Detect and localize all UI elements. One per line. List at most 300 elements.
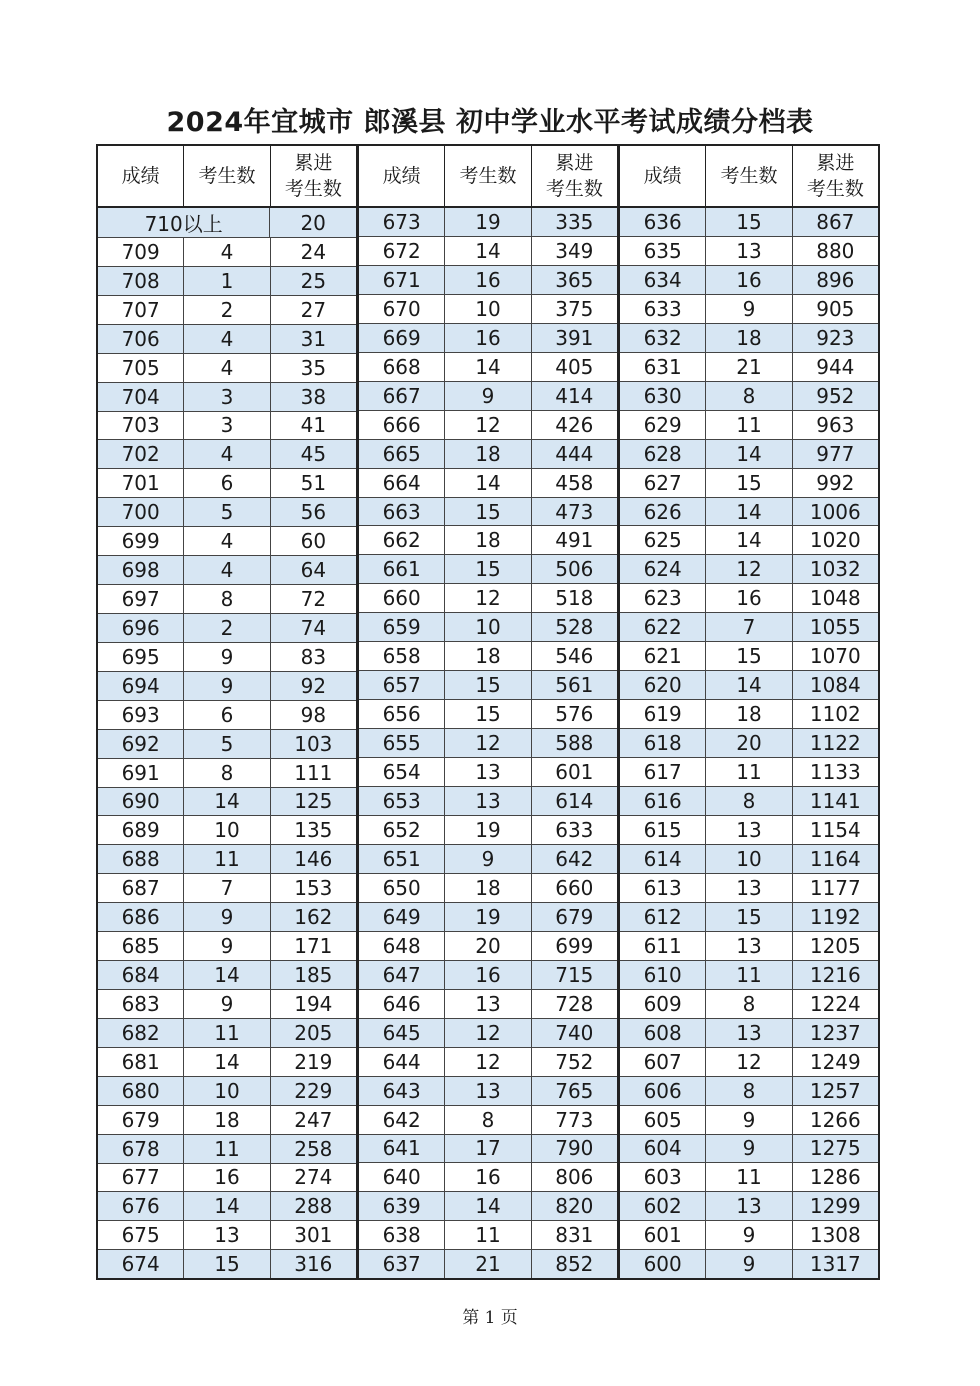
cell-score: 689 [121, 818, 160, 843]
table-row [620, 266, 878, 295]
header-score: 成绩 [382, 165, 421, 187]
cell-score: 608 [643, 1020, 682, 1045]
table-row [620, 787, 878, 816]
cell-cumulative: 905 [792, 295, 878, 323]
cell-count: 4 [183, 354, 269, 382]
cell-cumulative: 1266 [792, 1106, 878, 1134]
cell-count: 20 [444, 932, 530, 960]
cell-cumulative: 27 [270, 296, 356, 324]
cell-cumulative: 74 [270, 614, 356, 642]
table-row [98, 643, 356, 672]
cell-cumulative: 205 [270, 1019, 356, 1047]
cell-cumulative: 992 [792, 469, 878, 497]
cell-count: 18 [444, 874, 530, 902]
cell-score: 640 [382, 1165, 421, 1190]
table-row [620, 526, 878, 555]
table-row [620, 1077, 878, 1106]
cell-score: 638 [382, 1223, 421, 1248]
cell-count: 9 [705, 1221, 791, 1249]
table-row [98, 788, 356, 817]
cell-cumulative: 247 [270, 1106, 356, 1134]
table-row [620, 874, 878, 903]
cell-score: 682 [121, 1020, 160, 1045]
table-row [98, 238, 356, 267]
cell-score: 606 [643, 1078, 682, 1103]
header-score: 成绩 [121, 165, 160, 187]
cell-score: 661 [382, 557, 421, 582]
cell-score: 687 [121, 876, 160, 901]
cell-count: 15 [705, 208, 791, 236]
cell-count: 7 [183, 874, 269, 902]
cell-cumulative: 740 [531, 1019, 617, 1047]
table-row [620, 555, 878, 584]
cell-score: 629 [643, 412, 682, 437]
cell-cumulative: 576 [531, 700, 617, 728]
table-row [359, 1250, 617, 1278]
table-row [98, 383, 356, 412]
cell-score: 699 [121, 529, 160, 554]
cell-score: 663 [382, 499, 421, 524]
cell-count: 13 [183, 1221, 269, 1249]
cell-cumulative: 1257 [792, 1077, 878, 1105]
cell-count: 9 [183, 932, 269, 960]
table-row [359, 903, 617, 932]
cell-count: 9 [444, 845, 530, 873]
table-row [620, 1019, 878, 1048]
cell-count: 11 [705, 411, 791, 439]
table-row [359, 237, 617, 266]
table-row [359, 932, 617, 961]
cell-cumulative: 473 [531, 498, 617, 526]
cell-score: 706 [121, 326, 160, 351]
cell-cumulative: 162 [270, 903, 356, 931]
table-rows [359, 208, 617, 1278]
cell-score: 603 [643, 1165, 682, 1190]
cell-count: 8 [705, 990, 791, 1018]
cell-cumulative: 194 [270, 990, 356, 1018]
cell-count: 8 [444, 1106, 530, 1134]
table-row [620, 816, 878, 845]
page-number: 第 1 页 [462, 1308, 518, 1328]
cell-score: 692 [121, 731, 160, 756]
header-count: 考生数 [183, 146, 269, 206]
cell-count: 18 [705, 324, 791, 352]
cell-score: 688 [121, 847, 160, 872]
cell-count: 13 [705, 237, 791, 265]
cell-cumulative: 1154 [792, 816, 878, 844]
cell-cumulative: 24 [270, 238, 356, 266]
table-row [359, 874, 617, 903]
table-header [98, 146, 356, 208]
cell-count: 4 [183, 325, 269, 353]
cell-score: 615 [643, 817, 682, 842]
cell-score: 694 [121, 673, 160, 698]
cell-cumulative: 1216 [792, 961, 878, 989]
cell-cumulative: 880 [792, 237, 878, 265]
cell-count: 14 [444, 1192, 530, 1220]
table-row [620, 700, 878, 729]
table-row [359, 526, 617, 555]
table-row [359, 353, 617, 382]
cell-count: 8 [183, 585, 269, 613]
cell-count: 16 [183, 1164, 269, 1192]
cell-count: 9 [444, 382, 530, 410]
cell-score: 647 [382, 962, 421, 987]
table-row [98, 701, 356, 730]
cell-cumulative: 51 [270, 469, 356, 497]
cell-cumulative: 72 [270, 585, 356, 613]
table-row [359, 208, 617, 237]
table-row [98, 672, 356, 701]
cell-score: 666 [382, 412, 421, 437]
cell-score: 642 [382, 1107, 421, 1132]
cell-count: 8 [183, 759, 269, 787]
table-row [98, 354, 356, 383]
cell-score: 646 [382, 991, 421, 1016]
cell-count: 4 [183, 440, 269, 468]
cell-score: 631 [643, 354, 682, 379]
cell-cumulative: 103 [270, 730, 356, 758]
cell-count: 18 [705, 700, 791, 728]
cell-cumulative: 444 [531, 440, 617, 468]
cell-cumulative: 1249 [792, 1048, 878, 1076]
cell-cumulative: 1048 [792, 584, 878, 612]
table-row [620, 758, 878, 787]
cell-score: 624 [643, 557, 682, 582]
cell-score: 690 [121, 789, 160, 814]
cell-score: 655 [382, 731, 421, 756]
cell-score: 667 [382, 383, 421, 408]
cell-count: 9 [705, 1106, 791, 1134]
cell-count: 11 [183, 845, 269, 873]
cell-count: 11 [705, 961, 791, 989]
cell-count: 19 [444, 208, 530, 236]
table-row [359, 498, 617, 527]
cell-score: 657 [382, 673, 421, 698]
table-row [359, 555, 617, 584]
cell-count: 16 [444, 1163, 530, 1191]
cell-score: 633 [643, 296, 682, 321]
cell-score: 618 [643, 731, 682, 756]
cell-cumulative: 1308 [792, 1221, 878, 1249]
cell-cumulative: 773 [531, 1106, 617, 1134]
cell-count: 10 [183, 816, 269, 844]
cell-count: 14 [183, 961, 269, 989]
table-row [620, 208, 878, 237]
table-row [98, 932, 356, 961]
cell-count: 2 [183, 296, 269, 324]
table-row [359, 642, 617, 671]
cell-count: 10 [183, 1077, 269, 1105]
cell-cumulative: 506 [531, 555, 617, 583]
table-row [359, 671, 617, 700]
cell-cumulative: 135 [270, 816, 356, 844]
cell-score: 648 [382, 933, 421, 958]
cell-score: 653 [382, 789, 421, 814]
table-row [359, 729, 617, 758]
cell-score: 669 [382, 325, 421, 350]
cell-cumulative: 561 [531, 671, 617, 699]
cell-score: 626 [643, 499, 682, 524]
table-row [620, 295, 878, 324]
cell-score: 681 [121, 1049, 160, 1074]
table-rows [98, 208, 356, 1278]
cell-score: 707 [121, 297, 160, 322]
table-row [98, 556, 356, 585]
cell-count: 11 [183, 1135, 269, 1163]
table-row [98, 1135, 356, 1164]
cell-cumulative: 56 [270, 498, 356, 526]
cell-cumulative: 1055 [792, 613, 878, 641]
cell-count: 18 [183, 1106, 269, 1134]
cell-cumulative: 426 [531, 411, 617, 439]
cell-count: 14 [183, 1048, 269, 1076]
table-block-1 [98, 146, 356, 1278]
cell-count: 10 [444, 613, 530, 641]
cell-cumulative: 60 [270, 527, 356, 555]
cell-score: 623 [643, 586, 682, 611]
table-row [98, 614, 356, 643]
cell-count: 16 [444, 324, 530, 352]
table-row [620, 613, 878, 642]
cell-count: 18 [444, 440, 530, 468]
cell-cumulative: 896 [792, 266, 878, 294]
table-row [98, 267, 356, 296]
cell-score: 672 [382, 238, 421, 263]
cell-score: 622 [643, 615, 682, 640]
cell-cumulative: 146 [270, 845, 356, 873]
cell-count: 16 [444, 961, 530, 989]
cell-cumulative: 588 [531, 729, 617, 757]
table-row [359, 295, 617, 324]
cell-count: 4 [183, 238, 269, 266]
cell-score: 656 [382, 702, 421, 727]
cell-cumulative: 601 [531, 758, 617, 786]
cell-cumulative: 92 [270, 672, 356, 700]
cell-cumulative: 1133 [792, 758, 878, 786]
cell-count: 17 [444, 1135, 530, 1163]
cell-count: 4 [183, 556, 269, 584]
cell-cumulative: 1070 [792, 642, 878, 670]
cell-score: 616 [643, 789, 682, 814]
table-row [359, 382, 617, 411]
cell-count: 13 [444, 758, 530, 786]
table-row [359, 266, 617, 295]
cell-count: 13 [705, 932, 791, 960]
cell-cumulative: 1141 [792, 787, 878, 815]
cell-score: 675 [121, 1223, 160, 1248]
cell-score: 652 [382, 817, 421, 842]
cell-score: 696 [121, 615, 160, 640]
cell-score: 649 [382, 904, 421, 929]
cell-cumulative: 405 [531, 353, 617, 381]
cell-cumulative: 153 [270, 874, 356, 902]
cell-score: 664 [382, 470, 421, 495]
cell-count: 12 [444, 411, 530, 439]
cell-count: 15 [444, 555, 530, 583]
cell-cumulative: 977 [792, 440, 878, 468]
cell-score: 703 [121, 413, 160, 438]
cell-count: 13 [705, 874, 791, 902]
table-row [620, 1163, 878, 1192]
cell-score: 695 [121, 644, 160, 669]
cell-cumulative: 288 [270, 1192, 356, 1220]
cell-count: 9 [183, 672, 269, 700]
cell-cumulative: 335 [531, 208, 617, 236]
cell-score: 654 [382, 760, 421, 785]
cell-count: 9 [705, 1135, 791, 1163]
cell-count: 11 [705, 1163, 791, 1191]
cell-score: 643 [382, 1078, 421, 1103]
cell-cumulative: 1122 [792, 729, 878, 757]
cell-count: 18 [444, 526, 530, 554]
cell-score: 660 [382, 586, 421, 611]
cell-cumulative: 852 [531, 1250, 617, 1278]
cell-cumulative: 820 [531, 1192, 617, 1220]
table-row [620, 584, 878, 613]
cell-score: 636 [643, 209, 682, 234]
cell-cumulative: 679 [531, 903, 617, 931]
table-header [359, 146, 617, 208]
table-row [620, 671, 878, 700]
cell-cumulative: 1237 [792, 1019, 878, 1047]
cell-cumulative: 83 [270, 643, 356, 671]
cell-cumulative: 728 [531, 990, 617, 1018]
cell-score: 645 [382, 1020, 421, 1045]
cell-count: 12 [444, 584, 530, 612]
cell-cumulative: 752 [531, 1048, 617, 1076]
table-row [620, 729, 878, 758]
cell-score: 679 [121, 1107, 160, 1132]
table-row [359, 990, 617, 1019]
cell-cumulative: 1317 [792, 1250, 878, 1278]
table-row [98, 325, 356, 354]
table-row [620, 1221, 878, 1250]
cell-score: 614 [643, 846, 682, 871]
header-cumulative: 累进 考生数 [792, 146, 878, 206]
cell-score: 611 [643, 933, 682, 958]
cell-count: 8 [705, 382, 791, 410]
table-row [620, 961, 878, 990]
table-row [98, 527, 356, 556]
table-row [98, 816, 356, 845]
cell-score: 697 [121, 587, 160, 612]
cell-score: 701 [121, 471, 160, 496]
cell-count: 15 [444, 498, 530, 526]
table-row [620, 903, 878, 932]
cell-count: 9 [183, 643, 269, 671]
cell-cumulative: 41 [270, 412, 356, 440]
cell-count: 18 [444, 642, 530, 670]
table-row [620, 1048, 878, 1077]
cell-count: 16 [705, 584, 791, 612]
cell-count: 5 [183, 498, 269, 526]
cell-score: 625 [643, 528, 682, 553]
table-row [98, 296, 356, 325]
table-row [359, 1077, 617, 1106]
cell-count: 15 [705, 642, 791, 670]
cell-cumulative: 316 [270, 1250, 356, 1278]
cell-cumulative: 963 [792, 411, 878, 439]
cell-count: 12 [705, 555, 791, 583]
cell-score: 630 [643, 383, 682, 408]
cell-score: 680 [121, 1078, 160, 1103]
cell-score: 621 [643, 644, 682, 669]
cell-cumulative: 1084 [792, 671, 878, 699]
cell-score: 670 [382, 296, 421, 321]
table-row [98, 1048, 356, 1077]
cell-cumulative: 660 [531, 874, 617, 902]
cell-count: 1 [183, 267, 269, 295]
table-row [620, 1250, 878, 1278]
cell-cumulative: 518 [531, 584, 617, 612]
table-row [359, 961, 617, 990]
table-row [98, 440, 356, 469]
table-row [98, 990, 356, 1019]
cell-cumulative: 111 [270, 759, 356, 787]
table-row [98, 412, 356, 441]
cell-score: 668 [382, 354, 421, 379]
header-count: 考生数 [444, 146, 530, 206]
cell-cumulative: 1032 [792, 555, 878, 583]
cell-count: 12 [444, 729, 530, 757]
cell-cumulative: 25 [270, 267, 356, 295]
cell-cumulative: 365 [531, 266, 617, 294]
cell-cumulative: 185 [270, 961, 356, 989]
cell-count: 2 [183, 614, 269, 642]
cell-count: 14 [705, 498, 791, 526]
cell-count: 19 [444, 816, 530, 844]
cell-count: 6 [183, 701, 269, 729]
table-row [98, 1192, 356, 1221]
table-row [620, 469, 878, 498]
cell-cumulative: 125 [270, 788, 356, 816]
cell-score: 700 [121, 500, 160, 525]
page-title: 2024年宜城市 郎溪县 初中学业水平考试成绩分档表 [166, 107, 814, 138]
table-row [98, 874, 356, 903]
cell-cumulative: 1102 [792, 700, 878, 728]
cell-count: 16 [444, 266, 530, 294]
table-row [620, 382, 878, 411]
cell-count: 20 [705, 729, 791, 757]
table-row [359, 324, 617, 353]
cell-cumulative: 1006 [792, 498, 878, 526]
cell-score: 644 [382, 1049, 421, 1074]
cell-count: 21 [444, 1250, 530, 1278]
table-row [359, 584, 617, 613]
cell-cumulative: 952 [792, 382, 878, 410]
cell-count: 10 [444, 295, 530, 323]
cell-count: 9 [183, 903, 269, 931]
cell-cumulative: 375 [531, 295, 617, 323]
cell-score: 702 [121, 442, 160, 467]
table-row [359, 469, 617, 498]
cell-score: 613 [643, 875, 682, 900]
table-row [98, 1164, 356, 1193]
table-row [620, 1135, 878, 1164]
cell-cumulative: 45 [270, 440, 356, 468]
cell-score: 705 [121, 355, 160, 380]
cell-score: 683 [121, 991, 160, 1016]
cell-score: 600 [643, 1252, 682, 1277]
cell-cumulative: 349 [531, 237, 617, 265]
cell-cumulative: 642 [531, 845, 617, 873]
cell-score: 635 [643, 238, 682, 263]
table-row [359, 1106, 617, 1135]
cell-count: 8 [705, 1077, 791, 1105]
table-row [98, 208, 356, 238]
cell-cumulative: 301 [270, 1221, 356, 1249]
